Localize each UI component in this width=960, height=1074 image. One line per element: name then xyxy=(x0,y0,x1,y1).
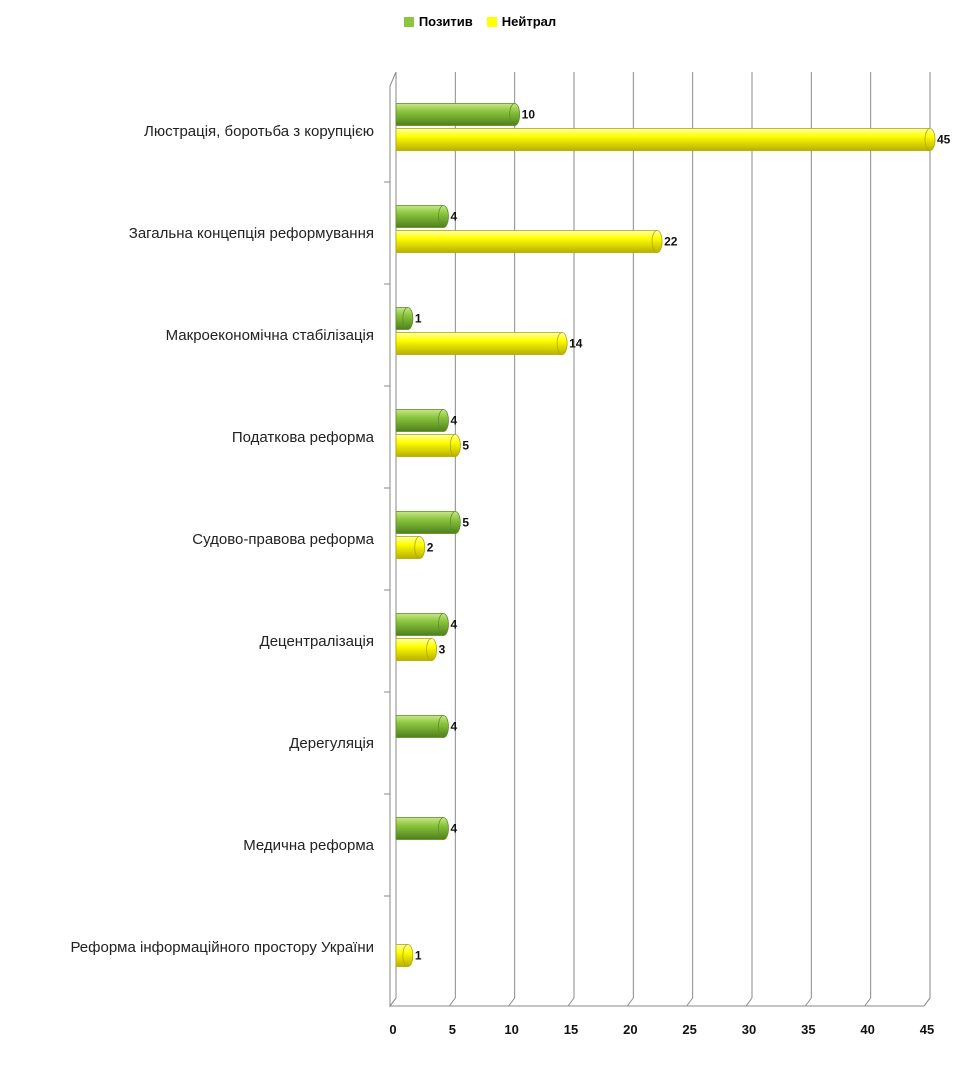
data-label: 10 xyxy=(521,107,536,122)
bar-cap xyxy=(652,231,662,253)
bar-positive xyxy=(396,818,448,840)
bar-body xyxy=(396,410,443,432)
bar-body xyxy=(396,818,443,840)
bar-neutral xyxy=(396,639,437,661)
grid xyxy=(384,72,930,1006)
data-label: 5 xyxy=(462,515,470,530)
bar-neutral xyxy=(396,435,460,457)
bar-body xyxy=(396,333,562,355)
x-tick-label: 10 xyxy=(504,1022,519,1037)
data-label: 4 xyxy=(450,719,458,734)
bar-body xyxy=(396,231,657,253)
floor-tick xyxy=(390,998,396,1006)
bar-cap xyxy=(450,435,460,457)
bar-body xyxy=(396,104,515,126)
data-label: 14 xyxy=(569,336,583,351)
x-tick-label: 35 xyxy=(801,1022,816,1037)
bar-neutral xyxy=(396,231,662,253)
data-label: 4 xyxy=(450,413,458,428)
bar-positive xyxy=(396,716,448,738)
bar-body xyxy=(396,614,443,636)
bar-body xyxy=(396,129,930,151)
bars xyxy=(396,104,935,967)
bar-cap xyxy=(557,333,567,355)
category-label: Децентралізація xyxy=(259,633,374,650)
bar-body xyxy=(396,206,443,228)
data-label: 4 xyxy=(450,617,458,632)
bar-cap xyxy=(427,639,437,661)
x-axis-floor xyxy=(390,998,930,1006)
bar-cap xyxy=(450,512,460,534)
x-tick-label: 30 xyxy=(741,1022,757,1037)
x-tick-label: 20 xyxy=(623,1022,638,1037)
y-axis xyxy=(390,86,396,1006)
category-label: Податкова реформа xyxy=(231,429,374,446)
x-tick-label: 25 xyxy=(682,1022,697,1037)
bar-cap xyxy=(403,308,413,330)
category-label: Дерегуляція xyxy=(289,735,374,752)
bar-cap xyxy=(438,614,448,636)
floor-tick xyxy=(509,998,515,1006)
floor-tick xyxy=(687,998,693,1006)
category-label: Реформа інформаційного простору України xyxy=(70,939,374,956)
data-label: 3 xyxy=(438,642,446,657)
bar-body xyxy=(396,716,443,738)
category-label: Макроекономічна стабілізація xyxy=(165,327,374,344)
x-tick-label: 40 xyxy=(860,1022,875,1037)
bar-cap xyxy=(438,206,448,228)
bar-cap xyxy=(925,129,935,151)
data-label: 22 xyxy=(664,234,678,249)
floor-tick xyxy=(449,998,455,1006)
bar-positive xyxy=(396,308,413,330)
floor-tick xyxy=(746,998,752,1006)
floor-tick xyxy=(924,998,930,1006)
bar-positive xyxy=(396,104,520,126)
bar-cap xyxy=(510,104,520,126)
bar-neutral xyxy=(396,537,425,559)
category-label: Загальна концепція реформування xyxy=(128,225,374,242)
bar-neutral xyxy=(396,129,935,151)
floor-tick xyxy=(805,998,811,1006)
bar-body xyxy=(396,435,455,457)
category-label: Судово-правова реформа xyxy=(192,531,374,548)
category-label: Медична реформа xyxy=(243,837,374,854)
bar-neutral xyxy=(396,333,567,355)
floor-tick xyxy=(568,998,574,1006)
data-label: 4 xyxy=(450,209,458,224)
bar-cap xyxy=(415,537,425,559)
x-tick-label: 45 xyxy=(919,1022,935,1037)
bar-positive xyxy=(396,512,460,534)
bar-neutral xyxy=(396,945,413,967)
data-label: 2 xyxy=(426,540,434,555)
bar-positive xyxy=(396,614,448,636)
data-label: 5 xyxy=(462,438,470,453)
x-tick-label: 15 xyxy=(563,1022,579,1037)
bar-body xyxy=(396,512,455,534)
bar-cap xyxy=(403,945,413,967)
x-tick-label: 5 xyxy=(448,1022,456,1037)
data-label: 1 xyxy=(414,948,422,963)
floor-tick xyxy=(627,998,633,1006)
legend-label-positive: Позитив xyxy=(418,14,473,29)
floor-tick xyxy=(865,998,871,1006)
data-label: 4 xyxy=(450,821,458,836)
data-label: 1 xyxy=(414,311,422,326)
bar-positive xyxy=(396,206,448,228)
bar-cap xyxy=(438,410,448,432)
legend-label-neutral: Нейтрал xyxy=(501,14,557,29)
data-label: 45 xyxy=(937,132,951,147)
bar-cap xyxy=(438,818,448,840)
bar-cap xyxy=(438,716,448,738)
bar-positive xyxy=(396,410,448,432)
y-axis-top xyxy=(390,72,396,86)
x-tick-label: 0 xyxy=(389,1022,397,1037)
category-label: Люстрація, боротьба з корупцією xyxy=(143,123,374,140)
